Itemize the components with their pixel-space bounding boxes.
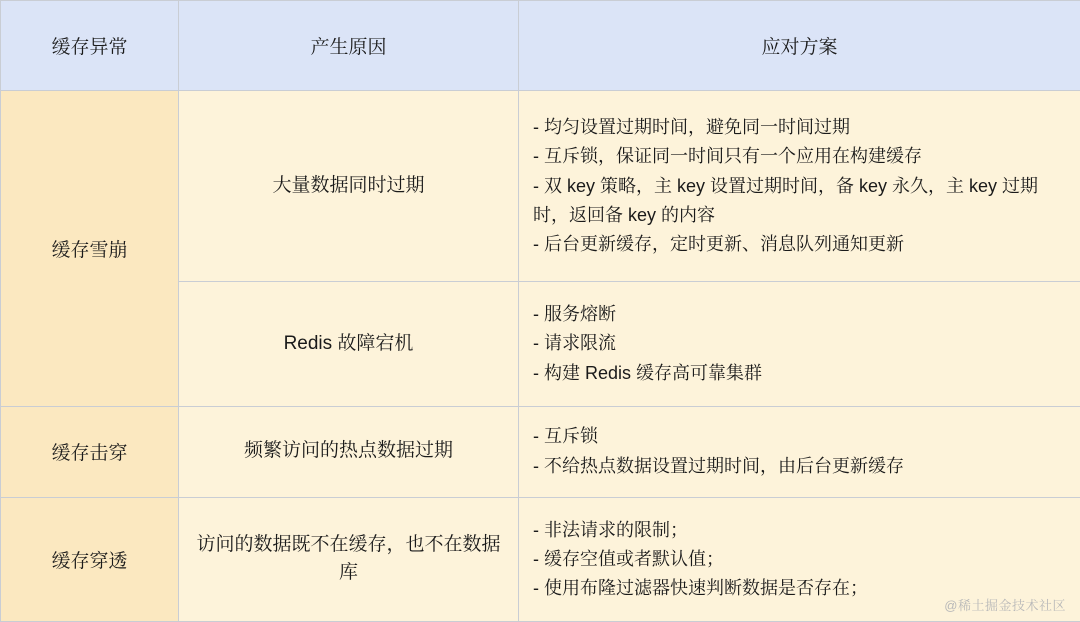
cell-cause-redis-down: Redis 故障宕机 <box>179 282 519 406</box>
solution-line: - 均匀设置过期时间，避免同一时间过期 <box>533 117 850 138</box>
table-body <box>1 91 1080 622</box>
solution-line: - 不给热点数据设置过期时间，由后台更新缓存 <box>533 455 904 476</box>
solution-line: - 互斥锁 <box>533 426 598 447</box>
solution-line: - 请求限流 <box>533 333 616 354</box>
watermark: @稀土掘金技术社区 <box>944 598 1066 613</box>
column-header-cause: 产生原因 <box>179 1 519 91</box>
cell-cause-hotkey-expire: 频繁访问的热点数据过期 <box>179 406 519 497</box>
cell-solution-redis-down <box>519 282 1080 406</box>
solution-line: - 互斥锁，保证同一时间只有一个应用在构建缓存 <box>533 146 922 167</box>
table-row <box>1 91 1080 282</box>
table-header-row <box>1 1 1080 91</box>
cell-solution-avalanche-expire <box>519 91 1080 282</box>
column-header-exception: 缓存异常 <box>1 1 179 91</box>
column-header-solution: 应对方案 <box>519 1 1080 91</box>
solution-line: - 非法请求的限制； <box>533 519 688 540</box>
cell-solution-penetration <box>519 497 1080 621</box>
cell-category-breakdown: 缓存击穿 <box>1 406 179 497</box>
solution-line: - 双 key 策略，主 key 设置过期时间，备 key 永久，主 key 过期时，返回备 key 的内容 <box>533 175 1039 225</box>
cell-category-penetration: 缓存穿透 <box>1 497 179 621</box>
cell-cause-not-in-cache-or-db: 访问的数据既不在缓存，也不在数据库 <box>179 497 519 621</box>
solution-line: - 构建 Redis 缓存高可靠集群 <box>533 362 763 383</box>
solution-line: - 使用布隆过滤器快速判断数据是否存在； <box>533 577 868 598</box>
cell-category-avalanche: 缓存雪崩 <box>1 91 179 407</box>
table-row <box>1 406 1080 497</box>
solution-line: - 服务熔断 <box>533 304 616 325</box>
solution-line: - 后台更新缓存，定时更新、消息队列通知更新 <box>533 233 904 254</box>
table-row <box>1 497 1080 621</box>
cell-cause-mass-expire: 大量数据同时过期 <box>179 91 519 282</box>
cell-solution-breakdown <box>519 406 1080 497</box>
solution-line: - 缓存空值或者默认值； <box>533 548 724 569</box>
table-header <box>1 1 1080 91</box>
